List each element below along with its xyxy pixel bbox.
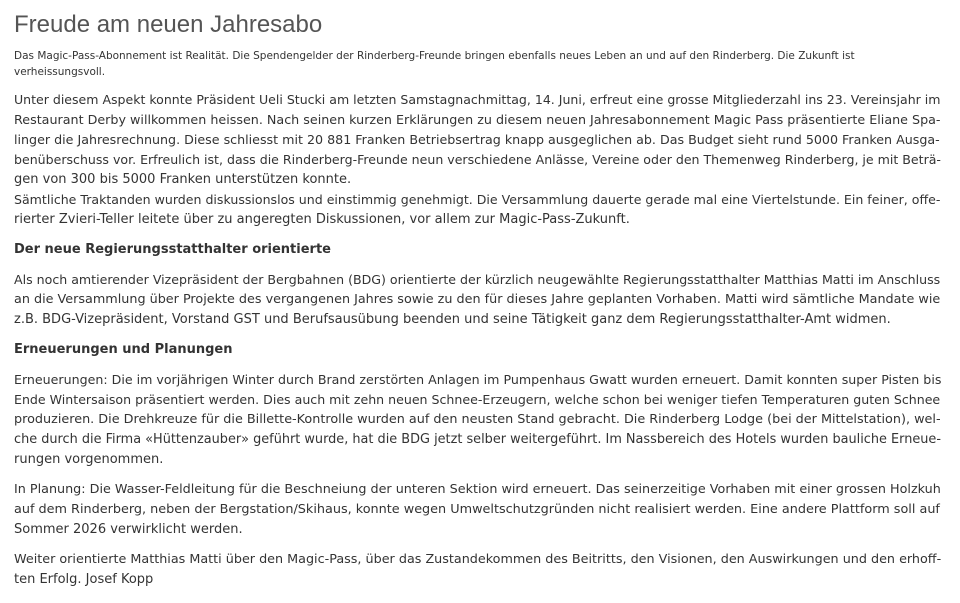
paragraph-planung [14,480,946,540]
subheading-erneuerungen: Erneuerungen und Planungen [14,342,233,357]
subheading-regierungsstatthalter: Der neue Regierungsstatthalter orientierte [14,242,331,257]
text-line: In Planung: Die Wasser-Feldleitung für die Beschneiung der unteren Sektion wird erneuert. Das seinerzeitige Vorhaben mit einer grossen Holzkuh [14,482,941,497]
text-line: produzieren. Die Drehkreuze für die Billette-Kontrolle wurden auf den neusten Stand gebracht. Die Rinderberg Lodge (bei der Mittelstation), wel- [14,412,941,427]
text-line: Ende Wintersaison präsentiert werden. Dies auch mit zehn neuen Schnee-Erzeugern, welche schon bei weniger tiefen Temperaturen guten Schnee [14,392,941,407]
text-line: Erneuerungen: Die im vorjährigen Winter durch Brand zerstörten Anlagen im Pumpenhaus Gwatt wurden erneuert. Damit konnten super Pisten bis [14,372,942,387]
text-line: ten Erfolg. Josef Kopp [14,572,154,587]
paragraph-intro [14,90,946,230]
article-lead [14,48,946,80]
text-line: rungen vorgenommen. [14,452,164,467]
article-title: Freude am neuen Jahresabo [14,11,323,38]
text-line: rierter Zvieri-Teller leitete über zu angeregten Diskussionen, vor allem zur Magic-Pass-Zukunft. [14,212,630,227]
text-line: Das Magic-Pass-Abonnement ist Realität. Die Spendengelder der Rinderberg-Freunde bringen ebenfalls neues Leben an und auf den Rinderberg. Die Zukunft ist [14,50,855,62]
text-line: verheissungsvoll. [14,66,106,78]
text-line: Sämtliche Traktanden wurden diskussionslos und einstimmig genehmigt. Die Versammlung dauerte gerade mal eine Viertelstunde. Ein feiner, offe- [14,192,941,207]
text-line: z.B. BDG-Vizepräsident, Vorstand GST und Berufsausübung beenden und seine Tätigkeit ganz dem Regierungsstatthalter-Amt widmen. [14,312,891,327]
text-line: Unter diesem Aspekt konnte Präsident Ueli Stucki am letzten Samstagnachmittag, 14. Juni, erfreut eine grosse Mitgliederzahl ins 23. Vereinsjahr im [14,92,941,107]
paragraph-magic-pass [14,550,946,590]
text-line: Als noch amtierender Vizepräsident der Bergbahnen (BDG) orientierte der kürzlich neugewählte Regierungsstatthalter Matthias Matti im Anschluss [14,272,941,287]
text-line: che durch die Firma «Hüttenzauber» geführt wurde, hat die BDG jetzt selber weitergeführt. Im Nassbereich des Hotels wurden bauliche Erneue- [14,432,941,447]
text-line: benüberschuss vor. Erfreulich ist, dass die Rinderberg-Freunde neun verschiedene Anlässe, Vereine oder den Themenweg Rinderberg, je mit Beträ- [14,152,941,167]
text-line: Weiter orientierte Matthias Matti über den Magic-Pass, über das Zustandekommen des Beitritts, den Visionen, den Auswirkungen und den erhoff- [14,552,942,567]
text-line: Restaurant Derby willkommen heissen. Nach seinen kurzen Erklärungen zu diesem neuen Jahresabonnement Magic Pass präsentierte Eliane Spa- [14,112,941,127]
paragraph-bdg [14,270,946,330]
text-line: gen von 300 bis 5000 Franken unterstützen konnte. [14,172,352,187]
text-line: linger die Jahresrechnung. Diese schliesst mit 20 881 Franken Betriebsertrag knapp ausgeglichen ab. Das Budget sieht rund 5000 Franken Ausga- [14,132,940,147]
text-line: auf dem Rinderberg, neben der Bergstation/Skihaus, konnte wegen Umweltschutzgründen nicht realisiert werden. Eine andere Plattform soll auf [14,502,940,517]
paragraph-erneuerungen [14,370,946,470]
text-line: Sommer 2026 verwirklicht werden. [14,522,243,537]
text-line: an die Versammlung über Projekte des vergangenen Jahres sowie zu den für dieses Jahre geplanten Vorhaben. Matti wird sämtliche Mandate wie [14,292,941,307]
